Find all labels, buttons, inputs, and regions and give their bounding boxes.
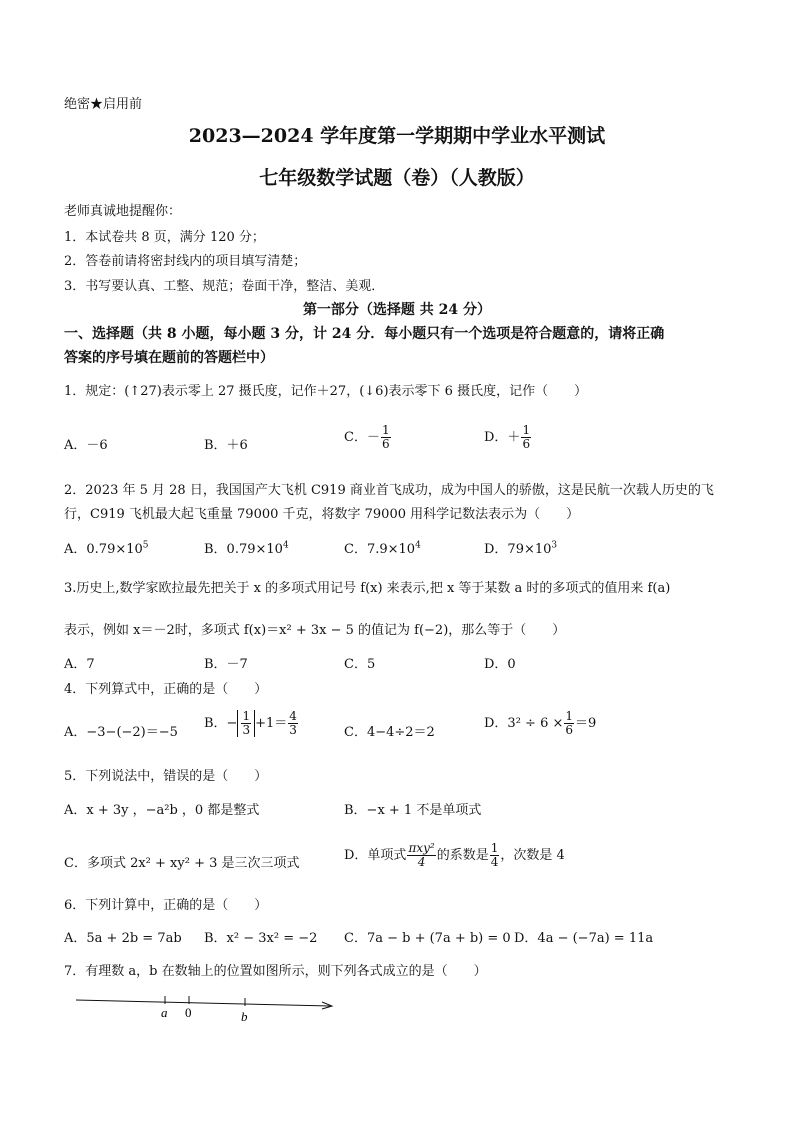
q1-stem-a: 1．规定： xyxy=(64,384,125,399)
fraction-numerator: πxy² xyxy=(408,841,435,855)
q1-stem xyxy=(64,380,587,399)
q6-option-a: A．5a + 2b = 7ab xyxy=(64,931,182,946)
q5-option-d-mid: 的系数是 xyxy=(436,848,489,864)
q3-stem-line2: 表示，例如 x＝－2时，多项式 f(x)＝x² + 3x − 5 的值记为 f(−2)，那么等于（ ） xyxy=(64,623,566,638)
fraction-denominator: 4 xyxy=(417,855,426,870)
fraction-denominator: 6 xyxy=(381,437,390,452)
notice-intro: 老师真诚地提醒你： xyxy=(64,204,182,219)
q5-option-d-monomial xyxy=(407,842,435,869)
q1-option-d-prefix: D．＋ xyxy=(484,430,521,446)
q5-option-d-prefix: D．单项式 xyxy=(344,848,407,864)
q3-stem-line1: 3.历史上,数学家欧拉最先把关于 x 的多项式用记号 f(x) 来表示,把 x 等于某数 a 时的多项式的值用来 f(a) xyxy=(64,581,671,596)
q4-option-b xyxy=(204,710,299,737)
q4-option-d xyxy=(484,710,596,737)
fraction-numerator: 1 xyxy=(490,841,499,855)
q2-option-c xyxy=(344,538,421,557)
q4-option-d-fraction xyxy=(564,710,574,737)
fraction-denominator: 4 xyxy=(490,855,499,870)
secret-mark: 绝密★启用前 xyxy=(64,97,143,112)
fraction-numerator: 1 xyxy=(242,709,251,723)
axis-label-b: b xyxy=(241,1009,248,1024)
q2-option-b-base: B．0.79×10 xyxy=(204,542,283,557)
q1-option-d-fraction xyxy=(521,424,531,451)
q2-stem-line2: 行，C919 飞机最大起飞重量 79000 千克，将数字 79000 用科学记数法表示为（ ） xyxy=(64,507,580,522)
exam-subtitle: 七年级数学试题（卷）（人教版） xyxy=(259,167,535,189)
q4-option-c: C．4−4÷2＝2 xyxy=(344,725,435,740)
q6-option-d: D．4a − (−7a) = 11a xyxy=(514,931,654,946)
q4-option-b-mid: +1＝ xyxy=(255,716,288,732)
q4-option-b-result-fraction xyxy=(288,710,298,737)
q1-option-a: A．－6 xyxy=(64,438,108,453)
q5-option-d xyxy=(344,842,565,869)
exam-title: 2023—2024 学年度第一学期期中学业水平测试 xyxy=(188,125,606,147)
q4-option-a: A．−3−(−2)＝−5 xyxy=(64,725,178,740)
q3-option-b: B．－7 xyxy=(204,657,248,672)
q1-stem-b: 表示零上 27 摄氏度，记作＋27， xyxy=(161,384,360,399)
q2-option-d xyxy=(484,538,557,557)
fraction-denominator: 3 xyxy=(242,723,251,738)
fraction-numerator: 1 xyxy=(381,423,390,437)
q5-option-a: A．x + 3y ，−a²b ，0 都是整式 xyxy=(64,803,260,818)
q2-option-d-base: D．79×10 xyxy=(484,542,552,557)
q2-option-a-base: A．0.79×10 xyxy=(64,542,143,557)
q4-option-d-prefix: D．3² ÷ 6 × xyxy=(484,716,564,732)
q4-option-b-prefix: B．− xyxy=(204,716,238,732)
q1-expr-up: (↑27) xyxy=(124,384,162,399)
fraction-numerator: 1 xyxy=(565,709,573,723)
q3-option-a: A．7 xyxy=(64,657,95,672)
q5-stem: 5．下列说法中，错误的是（ ） xyxy=(64,769,268,784)
q4-option-b-fraction xyxy=(241,710,251,737)
fraction-denominator: 6 xyxy=(522,437,531,452)
part1-heading: 第一部分（选择题 共 24 分） xyxy=(302,302,492,318)
axis-label-a: a xyxy=(161,1005,168,1020)
q1-option-c-fraction xyxy=(381,424,391,451)
q2-option-b-exponent: 4 xyxy=(282,540,289,551)
q3-option-c: C．5 xyxy=(344,657,376,672)
q6-option-c: C．7a − b + (7a + b) = 0 xyxy=(344,931,511,946)
q5-option-b: B．−x + 1 不是单项式 xyxy=(344,803,482,818)
q2-option-c-exponent: 4 xyxy=(415,540,421,551)
q1-option-b: B．＋6 xyxy=(204,438,248,453)
number-line-axis xyxy=(76,1000,330,1006)
q5-option-d-coefficient xyxy=(490,842,500,869)
fraction-numerator: 1 xyxy=(522,423,531,437)
q5-option-c: C．多项式 2x² + xy² + 3 是三次三项式 xyxy=(64,856,300,871)
fraction-denominator: 3 xyxy=(289,723,297,738)
q1-stem-c: 表示零下 6 摄氏度，记作（ ） xyxy=(388,384,588,399)
q2-stem-line1: 2．2023 年 5 月 28 日，我国国产大飞机 C919 商业首飞成功，成为中国人的骄傲，这是民航一次载人历史的飞 xyxy=(64,483,714,498)
q2-option-a xyxy=(64,538,149,557)
q1-option-d xyxy=(484,424,532,451)
q5-option-d-suffix: ，次数是 4 xyxy=(500,848,565,864)
q6-option-b: B．x² − 3x² = −2 xyxy=(204,931,318,946)
fraction-denominator: 6 xyxy=(565,723,573,738)
notice-item-2: 2．答卷前请将密封线内的项目填写清楚； xyxy=(64,254,307,269)
q6-stem: 6．下列计算中，正确的是（ ） xyxy=(64,898,268,913)
q2-option-c-base: C．7.9×10 xyxy=(344,542,416,557)
q2-option-d-exponent: 3 xyxy=(551,540,558,551)
fraction-numerator: 4 xyxy=(289,709,297,723)
section-instructions-line1: 一、选择题（共 8 小题，每小题 3 分，计 24 分．每小题只有一个选项是符合题意的，请将正确 xyxy=(64,326,665,342)
q3-option-d: D．0 xyxy=(484,657,516,672)
q4-stem: 4．下列算式中，正确的是（ ） xyxy=(64,682,268,697)
q1-expr-down: (↓6) xyxy=(359,384,389,399)
q7-stem: 7．有理数 a，b 在数轴上的位置如图所示，则下列各式成立的是（ ） xyxy=(64,964,487,979)
axis-label-zero: 0 xyxy=(185,1005,192,1020)
number-line-figure xyxy=(70,992,350,1028)
q1-option-c xyxy=(344,424,392,451)
q4-option-d-suffix: ＝9 xyxy=(575,716,597,732)
q2-option-a-exponent: 5 xyxy=(142,540,149,551)
notice-item-1: 1．本试卷共 8 页，满分 120 分； xyxy=(64,230,265,245)
section-instructions-line2: 答案的序号填在题前的答题栏中） xyxy=(64,350,274,366)
q4-option-b-absolute xyxy=(237,710,255,737)
q2-option-b xyxy=(204,538,289,557)
q1-option-c-prefix: C．－ xyxy=(344,430,380,446)
notice-item-3: 3．书写要认真、工整、规范；卷面干净，整洁、美观． xyxy=(64,279,385,294)
